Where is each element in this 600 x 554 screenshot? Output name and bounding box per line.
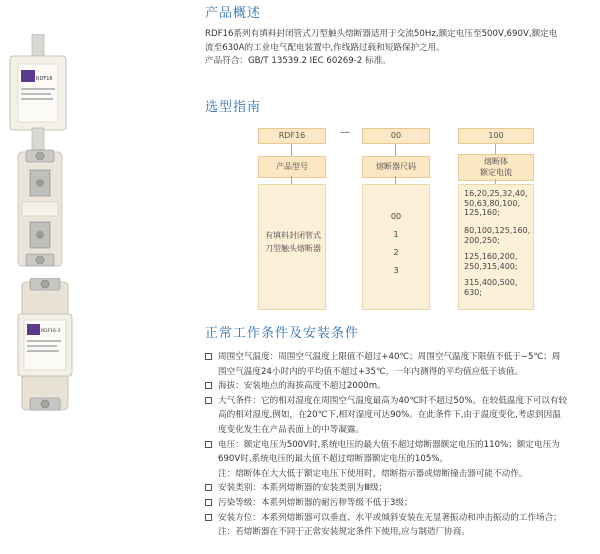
current-group — [464, 189, 528, 218]
condition-line: 大气条件：它的相对湿度在周围空气温度最高为40℃时不超过50%。在较低温度下可以有较 — [218, 395, 568, 406]
code-dash: — — [340, 127, 350, 138]
checkbox-icon — [205, 484, 212, 491]
connector-line — [395, 144, 396, 156]
checkbox-icon — [205, 441, 212, 448]
condition-line: 污染等级：本系列熔断器的耐污秽等级不低于3级； — [218, 497, 413, 508]
condition-note: 注：熔断体在大大低于额定电压下使用时，熔断指示器或熔断撞击器可能不动作。 — [218, 468, 528, 479]
condition-line: 高的相对湿度,例如，在20℃下,相对湿度可达90%。在此条件下,由于温度变化,考虑到因温 — [218, 410, 561, 421]
label-size-box: 熔断器尺码 — [362, 156, 430, 178]
condition-line: 围空气温度24小时内的平均值不超过+35℃，一年内测得的平均值应低于该值。 — [218, 366, 524, 377]
checkbox-icon — [205, 382, 212, 389]
label-current-line-2: 额定电流 — [480, 168, 512, 177]
current-line: 125,160; — [464, 208, 500, 217]
condition-line: 安装方位：本系列熔断器可以垂直、水平或倾斜安装在无显著振动和冲击振动的工作场合； — [218, 512, 562, 523]
desc-text — [265, 229, 321, 255]
current-line: 16,20,25,32,40, — [464, 189, 528, 198]
label-current-box — [458, 154, 534, 181]
condition-line: 周围空气温度：周围空气温度上限值不超过+40℃；周围空气温度下限值不低于−5℃；周 — [218, 352, 561, 362]
condition-line: 安装类别：本系列熔断器的安装类别为Ⅲ级； — [218, 483, 388, 494]
condition-item-install-category — [205, 481, 597, 496]
connector-line — [291, 176, 292, 184]
condition-item-orientation — [205, 511, 597, 526]
current-line: 315,400,500, — [464, 278, 518, 287]
checkbox-icon — [205, 514, 212, 521]
current-group — [464, 278, 517, 297]
connector-line — [395, 176, 396, 184]
connector-line — [495, 144, 496, 154]
condition-line: 度变化发生在产品表面上的中等凝露。 — [218, 424, 365, 435]
condition-item-temperature — [205, 350, 597, 379]
current-line: 200,250; — [464, 235, 500, 245]
code-model-box: RDF16 — [258, 128, 326, 144]
fuse-photo-top — [8, 34, 68, 150]
condition-line: 690V时,系统电压的最大值不超过熔断器额定电压的105%。 — [218, 454, 449, 465]
condition-item-atmosphere — [205, 394, 597, 438]
code-size-box: 00 — [362, 128, 430, 144]
current-line: 250,315,400; — [464, 261, 518, 271]
overview-line-3: 产品符合：GB/T 13539.2 IEC 60269-2 标准。 — [205, 56, 391, 66]
fuse-base-photo — [12, 148, 70, 270]
fuse-label-top: RDF16 — [36, 76, 53, 82]
size-item: 1 — [393, 230, 399, 239]
current-line: 630; — [464, 287, 482, 297]
connector-line — [291, 144, 292, 156]
current-group — [464, 226, 530, 245]
condition-item-pollution — [205, 496, 597, 511]
overview-line-1: RDF16系列有填料封闭管式刀型触头熔断器适用于交流50Hz,额定电压至500V,690V,额定电 — [205, 29, 558, 39]
conditions-heading: 正常工作条件及安装条件 — [205, 326, 360, 341]
desc-line-2: 刀型触头熔断器 — [265, 244, 321, 253]
sizes-box — [362, 184, 430, 310]
fuse-assembly-photo — [14, 278, 76, 414]
current-group — [464, 252, 518, 271]
condition-item-voltage — [205, 438, 597, 467]
code-current-box: 100 — [458, 128, 534, 144]
current-line: 125,160,200, — [464, 252, 518, 261]
selection-heading: 选型指南 — [205, 100, 262, 115]
currents-box — [458, 184, 534, 310]
label-model-box: 产品型号 — [258, 156, 326, 178]
conditions-list — [205, 350, 597, 540]
checkbox-icon — [205, 397, 212, 404]
size-item: 2 — [393, 248, 399, 257]
overview-line-2: 流至630A的工业电气配电装置中,作线路过载和短路保护之用。 — [205, 42, 445, 53]
condition-note: 注：若熔断器在不同于正常安装规定条件下使用,应与制造厂协商。 — [218, 527, 470, 538]
overview-heading: 产品概述 — [205, 6, 262, 21]
desc-box — [258, 184, 326, 310]
overview-text — [205, 28, 597, 69]
current-line: 50,63,80,100, — [464, 198, 520, 208]
label-current-line-1: 熔断体 — [484, 157, 508, 166]
condition-line: 电压：额定电压为500V时,系统电压的最大值不超过熔断器额定电压的110%；额定电压为 — [218, 439, 560, 450]
current-line: 80,100,125,160, — [464, 226, 531, 235]
condition-line: 海拔：安装地点的海拔高度不超过2000m。 — [218, 381, 386, 392]
size-item: 3 — [393, 266, 399, 275]
condition-item-altitude — [205, 379, 597, 394]
checkbox-icon — [205, 353, 212, 360]
fuse-label-bottom: RDF16-3 — [41, 329, 61, 334]
size-item: 00 — [390, 212, 402, 221]
desc-line-1: 有填料封闭管式 — [265, 231, 321, 240]
checkbox-icon — [205, 499, 212, 506]
